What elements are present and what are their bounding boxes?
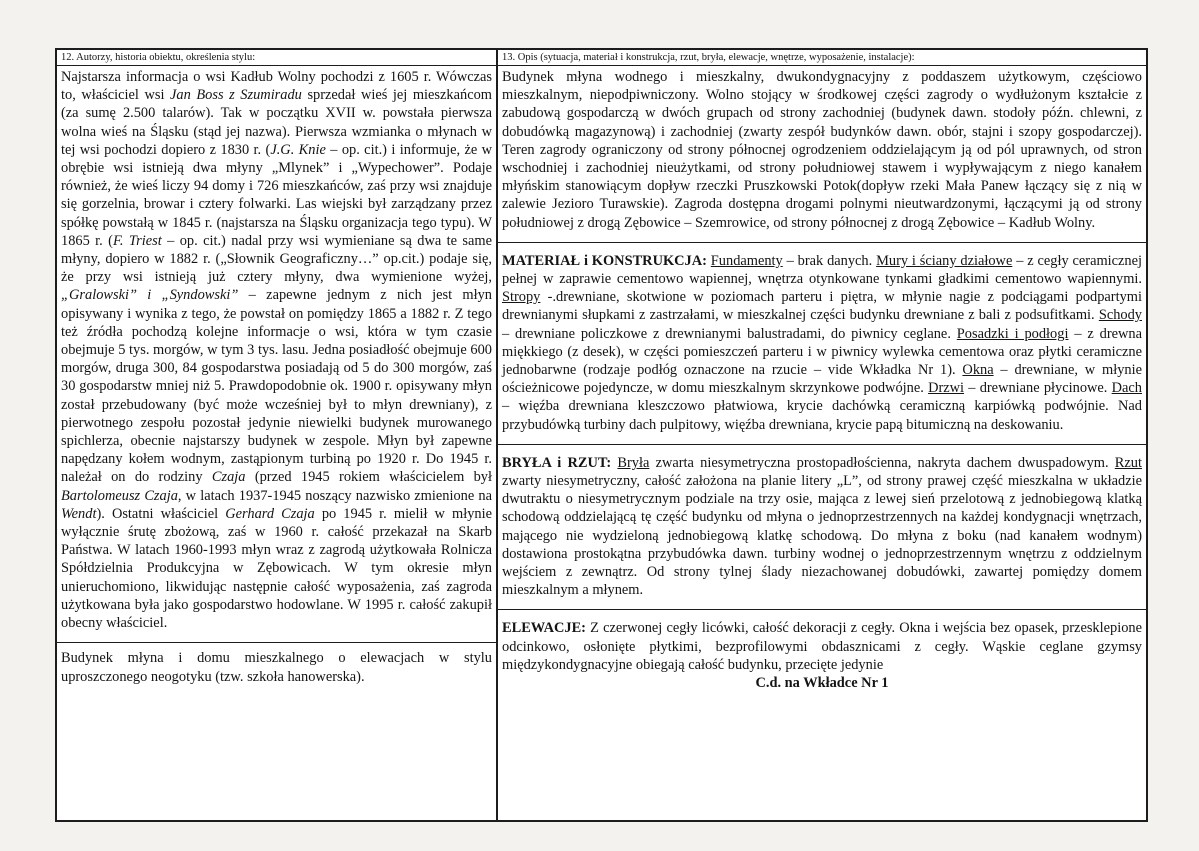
form-plan-paragraph: [498, 454, 1146, 600]
material-section: [498, 242, 1146, 434]
term-mury: Mury i ściany działowe: [876, 252, 1013, 269]
situation-paragraph: Budynek młyna wodnego i mieszkalny, dwukondygnacyjny z poddaszem użytkowym, częściowo mieszkalnym, niepodpiwniczony. Wolno stojący w środkowej części zagrody o wydłużonym kształcie z zabudową gospodarczą w dwóch grupach od strony zachodniej (budynek dawn. stodoły późn. chlewni, z dobudówką magazynową) i zachodniej (zwarty zespół budynków dawn. obór, stajni i szopy gospodarczej). Teren zagrody ograniczony od strony północnej ogrodzeniem oddzielającym ją od pól uprawnych, od stron wschodniej i zachodniej nieużytkami, od strony południowej stawem i wypływającym z niego kanałem młyńskim stanowiącym dopływ rzeczki Pruszkowski Potok(dopływ rzeki Mała Panew łączący się z nią w zalewie Jezioro Turawskie). Zagroda dostępna drogami polnymi nieutwardzonymi, łączącymi ją od strony południowej z drogą Zębowice – Szemrowice, od strony północnej z drogą Zębowice – Kadłub Wolny.: [502, 69, 1142, 231]
text-run: – op. cit.) nadal przy wsi wymieniane są dwa te same młyny, dopiero w 1882 r. („Słownik Geograficzny…” op.cit.) podaje się, że przy wsi istnieją już cztery młyny, dwa wymienione wyżej,: [61, 232, 492, 286]
term-rzut: Rzut: [1114, 454, 1142, 471]
owner-name: Bartolomeusz Czaja: [61, 487, 178, 504]
text-run: – zapewne jednym z nich jest młyn opisywany i wynika z tego, że powstał on pomiędzy 1865 a 1882 r. Z tego też źródła pochodzą kolejne informacje o wsi, która w tym czasie obejmuje 5 tys. morgów, w tym 3 tys. lasu. Jedna posiadłość obejmuje 600 morgów, druga 300, 84 gospodarstwa posiadają od 5 do 300 morgów, zaś 30 gospodarstw mniej niż 5. Prawdopodobnie ok. 1900 r. opisywany młyn został przebudowany (być może wcześniej był to młyn drewniany), z pierwotnego zespołu pozostał jedynie niewielki budynek murowanego spichlerza, obecnie najstarszy budynek w zespole. Młyn był zapewne napędzany kołem wodnym, zastąpionym turbiną po 1920 r. Do 1945 r. należał on do rodziny: [61, 287, 492, 486]
text-run: ). Ostatni właściciel: [96, 505, 226, 522]
text-run: Z czerwonej cegły licówki, całość dekoracji z cegły. Okna i wejścia bez opasek, przesklepione odcinkowo, osłonięte płytkimi, bezprofilowymi obdasznicami z cegły. Wąskie ceglane gzymsy międzykondygnacyjne obiegają całość budynku, przecięte jedynie: [502, 620, 1142, 673]
text-run: -.drewniane, skotwione w poziomach parteru i piętra, w młynie nagie z podciągami podpartymi drewnianymi słupkami z zastrzałami, w mieszkalnej części budynku drewniane z bali z podsufitkami.: [502, 289, 1142, 324]
material-paragraph: [498, 252, 1146, 434]
text-run: Najstarsza informacja o wsi Kadłub Wolny pochodzi z 1605 r. Wówczas to, właściciel wsi: [61, 69, 492, 104]
text-run: – z drewna miękkiego (z desek), w części pomieszczeń parteru i w piwnicy wylewka cementowa oraz płytki ceramiczne jednobarwne (rodzaje podłóg oznaczone na rzucie – vide Wkładka Nr 1).: [502, 325, 1142, 379]
text-run: – brak danych.: [782, 252, 877, 269]
text-run: – z cegły ceramicznej pełnej w zaprawie cementowo wapiennej, wnętrza otynkowane tynkami gładkimi cementowo wapiennymi.: [502, 252, 1143, 288]
text-run: (przed 1945 rokiem właścicielem był: [245, 469, 492, 486]
source-author: J.G. Knie: [270, 141, 326, 158]
elevations-label: ELEWACJE:: [502, 620, 586, 637]
description-column: [498, 50, 1146, 820]
history-heading: 12. Autorzy, historia obiektu, określenia stylu:: [57, 50, 496, 66]
elevations-paragraph: [498, 619, 1146, 674]
form-plan-label: BRYŁA i RZUT:: [502, 454, 612, 471]
text-run: – drewniane, w młynie ościeżnicowe pojedyncze, w domu mieszkalnym skrzynkowe podwójne.: [502, 362, 1142, 397]
term-dach: Dach: [1111, 380, 1143, 397]
style-paragraph: Budynek młyna i domu mieszkalnego o elewacjach w stylu uproszczonego neogotyku (tzw. szkoła hanowerska).: [61, 650, 492, 685]
description-heading: 13. Opis (sytuacja, materiał i konstrukcja, rzut, bryła, elewacje, wnętrze, wyposażenie, instalacje):: [498, 50, 1146, 66]
document-sheet: [55, 48, 1148, 822]
term-drzwi: Drzwi: [928, 380, 965, 397]
elevations-section: [498, 609, 1146, 692]
term-schody: Schody: [1098, 307, 1142, 324]
text-run: – więźba drewniana kleszczowo płatwiowa, krycie dachówką ceramiczną karpiówką podwójnie. Nad przybudówką turbiny dach pulpitowy, więźba drewniana, krycie papą bitumiczną na deskowaniu.: [502, 398, 1142, 433]
family-name: Czaja: [211, 469, 246, 486]
term-stropy: Stropy: [502, 289, 541, 306]
text-run: – drewniane policzkowe z drewnianymi balustradami, do piwnicy ceglane.: [502, 325, 957, 342]
text-run: zwarty niesymetryczny, całość założona na planie litery „L”, od strony prawej część mieszkalna w układzie dwutraktu o niesymetrycznym podziale na trzy osie, mająca z lewej sień przelotową z jednobiegową klatką schodową oddzielającą tę część budynku od młyna o jednoprzestrzennych na każdej kondygnacji wnętrzach, mającego nie wydzieloną jednobiegową klatkę schodową. Do młyna z boku (nad kanałem wodnym) dostawiona prostokątna przybudówka dawn. turbiny wodnej o jednoprzestrzennym wnętrzu z oddzielnym wejściem z zewnątrz. Od strony tylnej ślady niezachowanej dobudówki, zawartej pomiędzy domem mieszkalnym a młynem.: [502, 473, 1142, 599]
history-paragraph: [57, 66, 496, 632]
owner-name: Gerhard Czaja: [225, 505, 315, 522]
form-plan-section: [498, 444, 1146, 600]
source-author: F. Triest: [112, 232, 162, 249]
continued-note: C.d. na Wkładce Nr 1: [755, 675, 889, 692]
style-section: [57, 642, 496, 685]
term-fundamenty: Fundamenty: [710, 252, 783, 269]
history-column: [57, 50, 498, 820]
text-run: – op. cit.) i informuje, że w obrębie wsi istnieją dwa młyny „Mlynek” i „Wypechower”. Podaje również, że wieś liczy 94 domy i 726 mieszkańców, zaś przy wsi znajduje się gorzelnia, browar i cztery folwarki. Las wiejski był zarządzany przez spółkę powstałą w 1845 r. (najstarsza na Śląsku organizacja tego typu). W 1865 r. (: [61, 141, 492, 249]
term-posadzki: Posadzki i podłogi: [956, 325, 1069, 342]
mill-names: „Gralowski” i „Syndowski”: [61, 287, 239, 304]
material-label: MATERIAŁ i KONSTRUKCJA:: [502, 252, 707, 269]
changed-surname: Wendt: [61, 505, 97, 522]
text-run: po 1945 r. mielił w młynie wyłącznie śrutę zbożową, zaś w 1960 r. całość przekazał na Skarb Państwa. W latach 1960-1993 młyn wraz z zagrodą użytkowała Rolnicza Spółdzielnia Produkcyjna w Zębowicach. W tym okresie młyn unieruchomiono, likwidując następnie całość wyposażenia, zaś zagroda użytkowana była jako gospodarstwo hodowlane. W 1995 r. całość zakupił obecny właściciel.: [61, 505, 492, 632]
text-run: – drewniane płycinowe.: [964, 380, 1112, 397]
term-okna: Okna: [962, 362, 994, 379]
text-run: , w latach 1937-1945 noszący nazwisko zmienione na: [177, 487, 492, 504]
term-bryla: Bryła: [617, 454, 650, 471]
text-run: zwarta niesymetryczna prostopadłościenna, nakryta dachem dwuspadowym.: [649, 454, 1115, 471]
owner-name: Jan Boss z Szumiradu: [170, 87, 302, 104]
text-run: sprzedał wieś jej mieszkańcom (za sumę 2.500 talarów). Tak w początku XVII w. powstała pierwsza wolna wieś na Śląsku (stąd jej nazwa). Pierwsza wzmianka o młynach w tej wsi pochodzi dopiero z 1830 r. (: [61, 87, 492, 158]
